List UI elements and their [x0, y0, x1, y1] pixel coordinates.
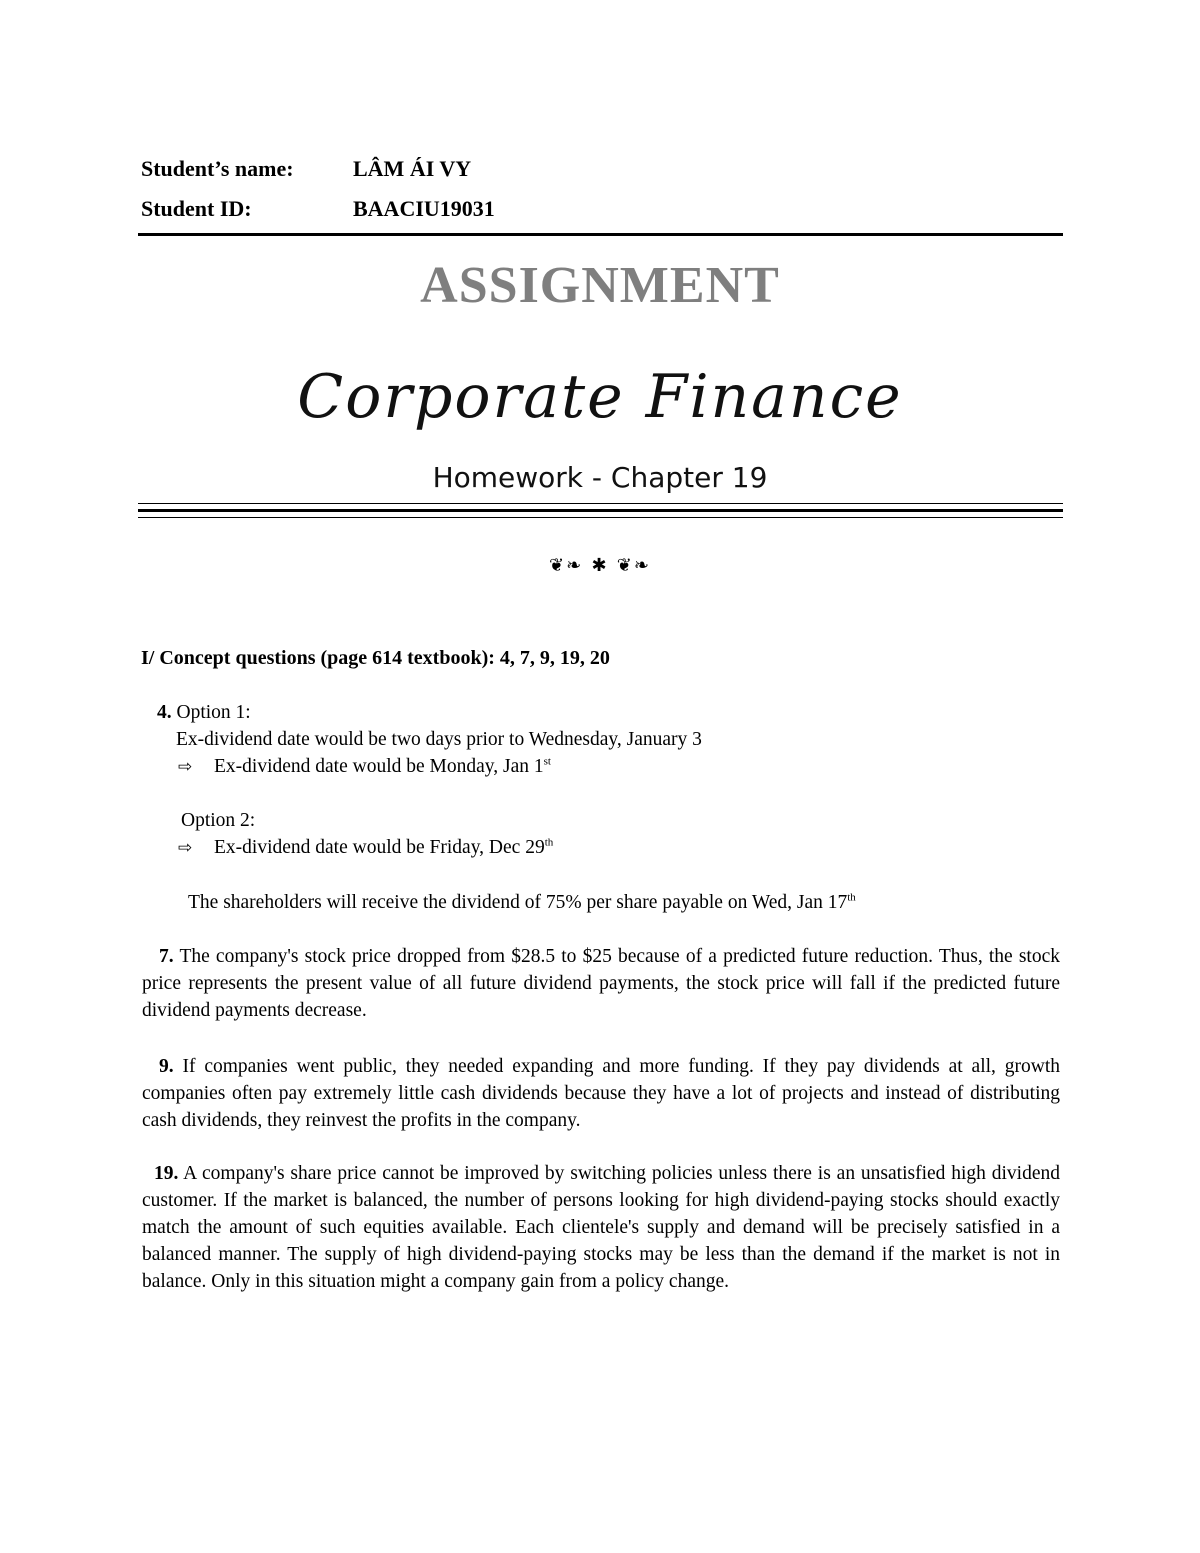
q19-number: 19.	[154, 1163, 179, 1184]
q4-number: 4.	[157, 702, 172, 723]
q9-paragraph	[142, 1053, 1060, 1134]
assignment-title: ASSIGNMENT	[420, 257, 780, 314]
q7-text: The company's stock price dropped from $28.5 to $25 because of a predicted future reduction. Thus, the stock price represents the present value of all future dividend payments, the stock price will fall if the predicted future dividend payments decrease.	[142, 946, 1060, 1021]
q19-text: A company's share price cannot be improved by switching policies unless there is an unsatisfied high dividend customer. If the market is balanced, the number of persons looking for high dividend-paying stocks should exactly match the amount of such equities available. Each clientele's supply and demand will be precisely satisfied in a balanced manner. The supply of high dividend-paying stocks may be less than the demand if the market is not in balance. Only in this situation might a company gain from a policy change.	[142, 1163, 1060, 1292]
q4-option1-result	[178, 755, 551, 779]
q4-option2-result-text: Ex-dividend date would be Friday, Dec 29	[214, 837, 545, 858]
right-arrow-icon: ⇨	[178, 757, 193, 777]
q7-number: 7.	[159, 946, 174, 967]
student-name-label: Student’s name:	[141, 156, 294, 181]
student-id-value: BAACIU19031	[353, 196, 495, 221]
q4-option1-label	[157, 701, 251, 725]
course-title: Corporate Finance	[297, 362, 903, 432]
q4-closing-text: The shareholders will receive the dividend of 75% per share payable on Wed, Jan 17	[188, 892, 848, 913]
q4-option1-result-text: Ex-dividend date would be Monday, Jan 1	[214, 756, 544, 777]
q4-option2-result	[178, 836, 553, 860]
q4-option1-result-sup: st	[543, 755, 551, 768]
q4-option2-label: Option 2:	[181, 810, 256, 831]
title-divider-middle	[138, 509, 1063, 512]
homework-subtitle: Homework - Chapter 19	[432, 461, 768, 494]
q4-closing	[188, 891, 856, 915]
q9-text: If companies went public, they needed expanding and more funding. If they pay dividends at all, growth companies often pay extremely little cash dividends because they have a lot of projects and instead of distributing cash dividends, they reinvest the profits in the company.	[142, 1056, 1060, 1131]
q9-number: 9.	[159, 1056, 174, 1077]
q4-option1-text: Option 1:	[176, 702, 251, 723]
student-id-label: Student ID:	[141, 196, 252, 221]
q4-option1-line: Ex-dividend date would be two days prior to Wednesday, January 3	[176, 729, 702, 750]
title-divider-bottom	[138, 517, 1063, 518]
q19-paragraph	[142, 1160, 1060, 1295]
q4-option2-result-sup: th	[544, 836, 554, 849]
title-divider-top	[138, 503, 1063, 504]
student-name-value: LÂM ÁI VY	[353, 156, 472, 181]
section-heading: I/ Concept questions (page 614 textbook): 4, 7, 9, 19, 20	[141, 647, 610, 669]
q7-paragraph	[142, 943, 1060, 1024]
ornament-divider: ❦❧ ✱ ❦❧	[549, 555, 651, 576]
right-arrow-icon: ⇨	[178, 838, 193, 858]
header-divider	[138, 233, 1063, 236]
q4-closing-sup: th	[847, 891, 856, 904]
